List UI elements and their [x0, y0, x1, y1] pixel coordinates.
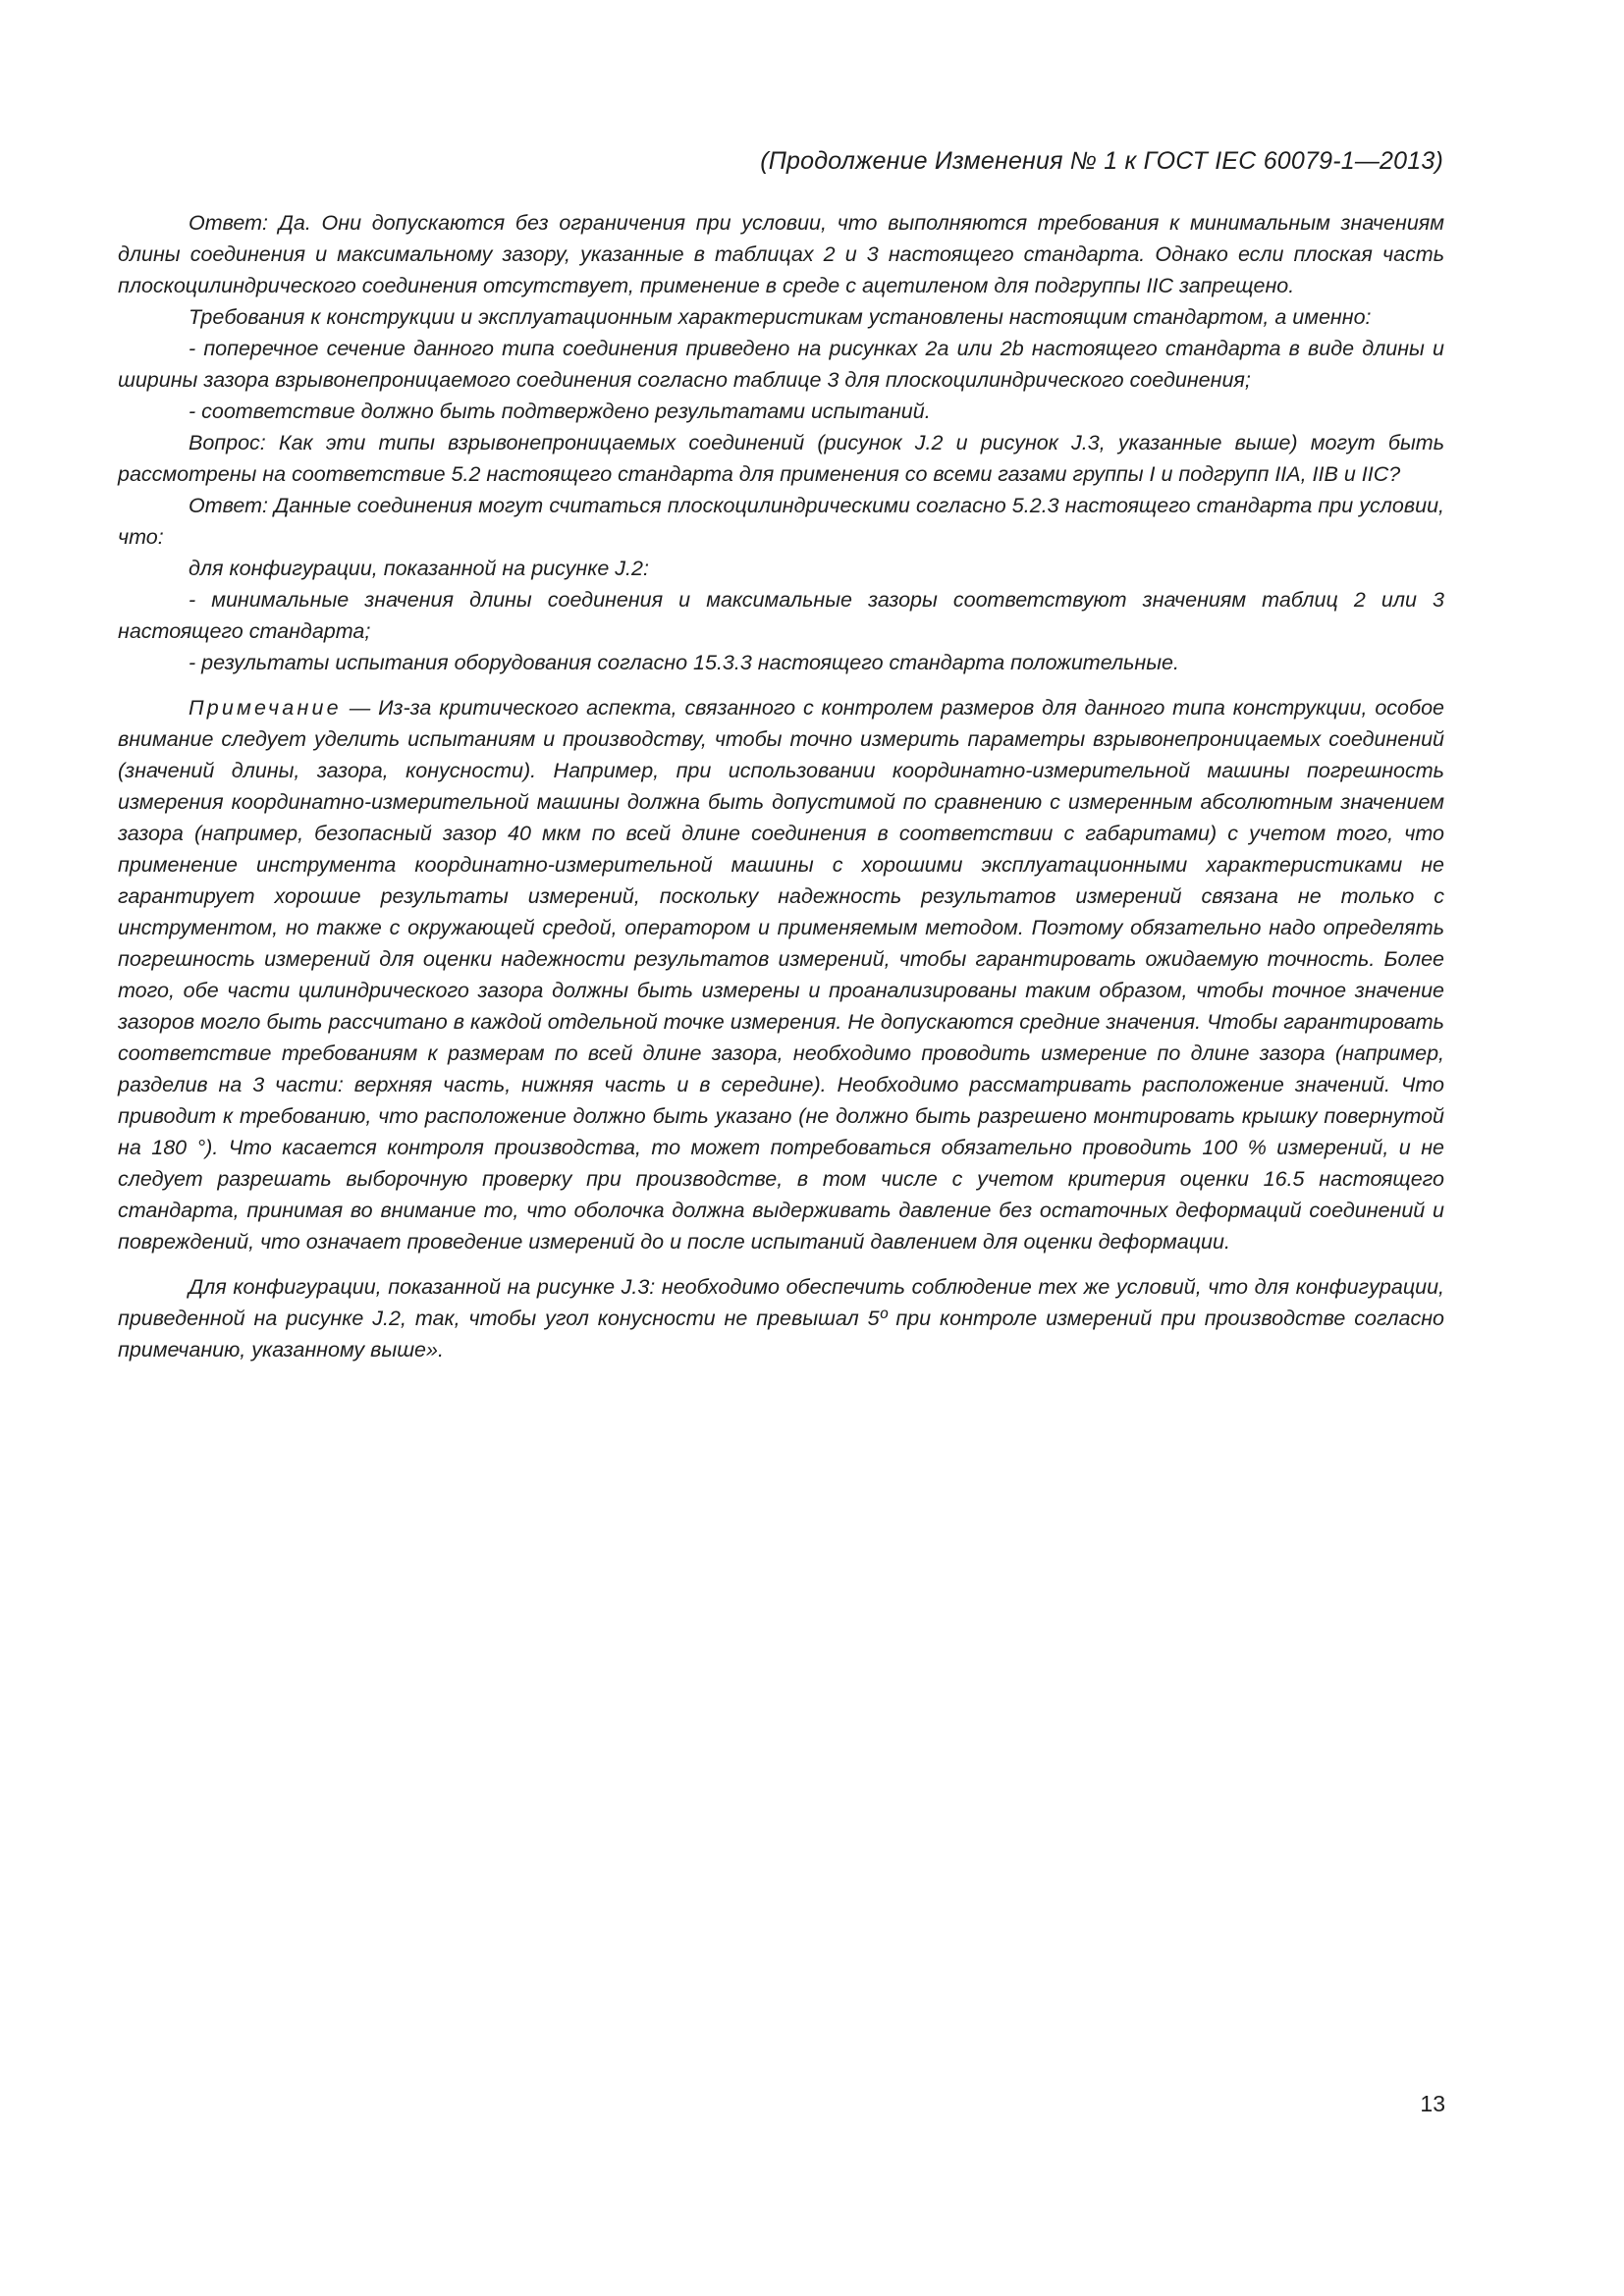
- list-item-min-values: - минимальные значения длины соединения и максимальные зазоры соответствуют значениям таблиц 2 или 3 настоящего стандарта;: [118, 588, 1444, 643]
- note-separator: —: [341, 696, 379, 720]
- note-paragraph: [118, 692, 1444, 1257]
- list-item-compliance: - соответствие должно быть подтверждено результатами испытаний.: [189, 400, 931, 423]
- requirements-paragraph: Требования к конструкции и эксплуатационным характеристикам установлены настоящим стандартом, а именно:: [189, 305, 1372, 329]
- page-body: [118, 207, 1444, 1365]
- final-paragraph: Для конфигурации, показанной на рисунке J.3: необходимо обеспечить соблюдение тех же условий, что для конфигурации, приведенной на рисунке J.2, так, чтобы угол конусности не превышал 5º при контроле измерений при производстве согласно примечанию, указанному выше».: [118, 1275, 1444, 1362]
- configuration-j2-heading: для конфигурации, показанной на рисунке J.2:: [189, 557, 649, 580]
- page-number: 13: [1420, 2091, 1445, 2116]
- answer-paragraph-1: Ответ: Да. Они допускаются без ограничения при условии, что выполняются требования к минимальным значениям длины соединения и максимальному зазору, указанные в таблицах 2 и 3 настоящего стандарта. Однако если плоская часть плоскоцилиндрического соединения отсутствует, применение в среде с ацетиленом для подгруппы IIC запрещено.: [118, 211, 1444, 297]
- note-text: Из-за критического аспекта, связанного с контролем размеров для данного типа конструкции, особое внимание следует уделить испытаниям и производству, чтобы точно измерить параметры взрывонепроницаемых соединений (значений длины, зазора, конусности). Например, при использовании координатно-измерительной машины погрешность измерения координатно-измерительной машины должна быть допустимой по сравнению с измеренным абсолютным значением зазора (например, безопасный зазор 40 мкм по всей длине соединения в соответствии с габаритами) с учетом того, что применение инструмента координатно-измерительной машины с хорошими эксплуатационными характеристиками не гарантирует хорошие результаты измерений, поскольку надежность результатов измерений связана не только с инструментом, но также с окружающей средой, оператором и применяемым методом. Поэтому обязательно надо определять погрешность измерений для оценки надежности результатов измерений, чтобы гарантировать ожидаемую точность. Более того, обе части цилиндрического зазора должны быть измерены и проанализированы таким образом, чтобы точное значение зазоров могло быть рассчитано в каждой отдельной точке измерения. Не допускаются средние значения. Чтобы гарантировать соответствие требованиям к размерам по всей длине зазора, необходимо проводить измерение по длине зазора (например, разделив на 3 части: верхняя часть, нижняя часть и в середине). Необходимо рассматривать расположение значений. Что приводит к требованию, что расположение должно быть указано (не должно быть разрешено монтировать крышку повернутой на 180 °). Что касается контроля производства, то может потребоваться обязательно проводить 100 % измерений, и не следует разрешать выборочную проверку при производстве, в том числе с учетом критерия оценки 16.5 настоящего стандарта, принимая во внимание то, что оболочка должна выдерживать давление без остаточных деформаций соединений и повреждений, что означает проведение измерений до и после испытаний давлением для оценки деформации.: [118, 696, 1444, 1254]
- list-item-test-results: - результаты испытания оборудования согласно 15.3.3 настоящего стандарта положительные.: [189, 651, 1179, 674]
- question-paragraph: Вопрос: Как эти типы взрывонепроницаемых соединений (рисунок J.2 и рисунок J.3, указанные выше) могут быть рассмотрены на соответствие 5.2 настоящего стандарта для применения со всеми газами группы I и подгрупп IIA, IIB и IIC?: [118, 431, 1444, 486]
- answer-paragraph-2: Ответ: Данные соединения могут считаться плоскоцилиндрическими согласно 5.2.3 настоящего стандарта при условии, что:: [118, 494, 1444, 549]
- list-item-cross-section: - поперечное сечение данного типа соединения приведено на рисунках 2a или 2b настоящего стандарта в виде длины и ширины зазора взрывонепроницаемого соединения согласно таблице 3 для плоскоцилиндрического соединения;: [118, 337, 1444, 392]
- note-label: Примечание: [189, 696, 342, 720]
- running-header: (Продолжение Изменения № 1 к ГОСТ IEC 60079-1—2013): [760, 147, 1443, 175]
